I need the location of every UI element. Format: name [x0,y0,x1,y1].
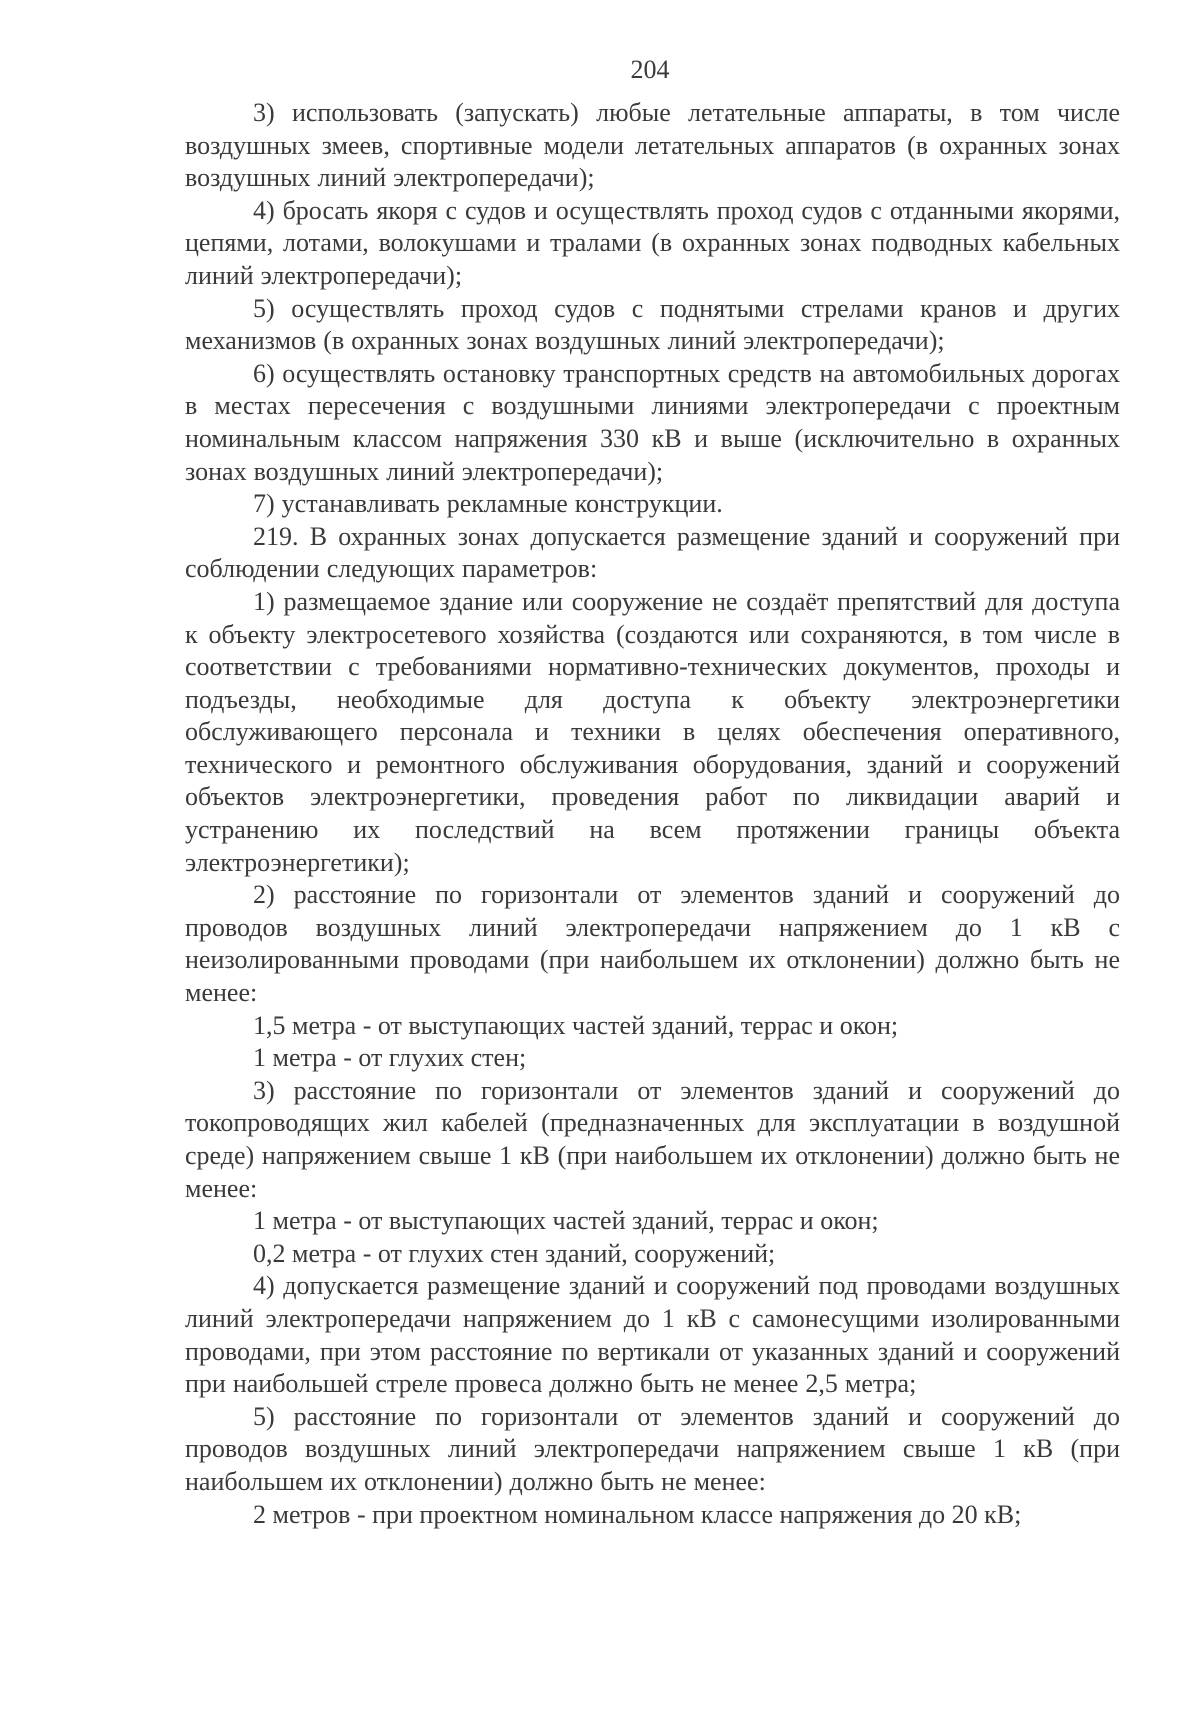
param-3-line-a: 1 метра - от выступающих частей зданий, террас и окон; [253,1206,879,1236]
page-number: 204 [630,55,670,84]
section-219-intro: 219. В охранных зонах допускается размещение зданий и сооружений при соблюдении следующих параметров: [185,521,1120,584]
param-2-distance-up-to-1kv: 2) расстояние по горизонтали от элементов зданий и сооружений до проводов воздушных линий электропередачи напряжением до 1 кВ с неизолированными проводами (при наибольшем их отклонении) должно быть не менее: [185,880,1120,1008]
item-6-vehicle-stopping: 6) осуществлять остановку транспортных средств на автомобильных дорогах в местах пересечения с воздушными линиями электропередачи с проектным номинальным классом напряжения 330 кВ и выше (исключительно в охранных зонах воздушных линий электропередачи); [185,358,1120,486]
param-5-distance-over-1kv: 5) расстояние по горизонтали от элементов зданий и сооружений до проводов воздушных линий электропередачи напряжением свыше 1 кВ (при наибольшем их отклонении) должно быть не менее: [185,1401,1120,1496]
param-2-line-b: 1 метра - от глухих стен; [253,1043,527,1073]
param-5-line-a: 2 метров - при проектном номинальном классе напряжения до 20 кВ; [253,1499,1022,1529]
param-1-access: 1) размещаемое здание или сооружение не создаёт препятствий для доступа к объекту электросетевого хозяйства (создаются или сохраняются, в том числе в соответствии с требованиями нормативно-технических документов, проходы и подъезды, необходимые для доступа к объекту электроэнергетики обслуживающего персонала и техники в целях обеспечения оперативного, технического и ремонтного обслуживания оборудования, зданий и сооружений объектов электроэнергетики, проведения работ по ликвидации аварий и устранению их последствий на всем протяжении границы объекта электроэнергетики); [185,586,1120,877]
param-3-line-b: 0,2 метра - от глухих стен зданий, сооружений; [253,1238,776,1268]
item-5-ship-passage: 5) осуществлять проход судов с поднятыми стрелами кранов и других механизмов (в охранных зонах воздушных линий электропередачи); [185,293,1120,356]
item-4-anchors: 4) бросать якоря с судов и осуществлять проход судов с отданными якорями, цепями, лотами, волокушами и тралами (в охранных зонах подводных кабельных линий электропередачи); [185,195,1120,290]
param-2-line-a: 1,5 метра - от выступающих частей зданий, террас и окон; [253,1010,899,1040]
param-4-under-wires: 4) допускается размещение зданий и сооружений под проводами воздушных линий электропередачи напряжением до 1 кВ с самонесущими изолированными проводами, при этом расстояние по вертикали от указанных зданий и сооружений при наибольшей стреле провеса должно быть не менее 2,5 метра; [185,1271,1120,1399]
item-3-flying-devices: 3) использовать (запускать) любые летательные аппараты, в том числе воздушных змеев, спортивные модели летательных аппаратов (в охранных зонах воздушных линий электропередачи); [185,98,1120,193]
item-7-advertising: 7) устанавливать рекламные конструкции. [253,489,723,519]
document-body [185,97,1120,1531]
param-3-cable-distance: 3) расстояние по горизонтали от элементов зданий и сооружений до токопроводящих жил кабелей (предназначенных для эксплуатации в воздушной среде) напряжением свыше 1 кВ (при наибольшем их отклонении) должно быть не менее: [185,1075,1120,1203]
